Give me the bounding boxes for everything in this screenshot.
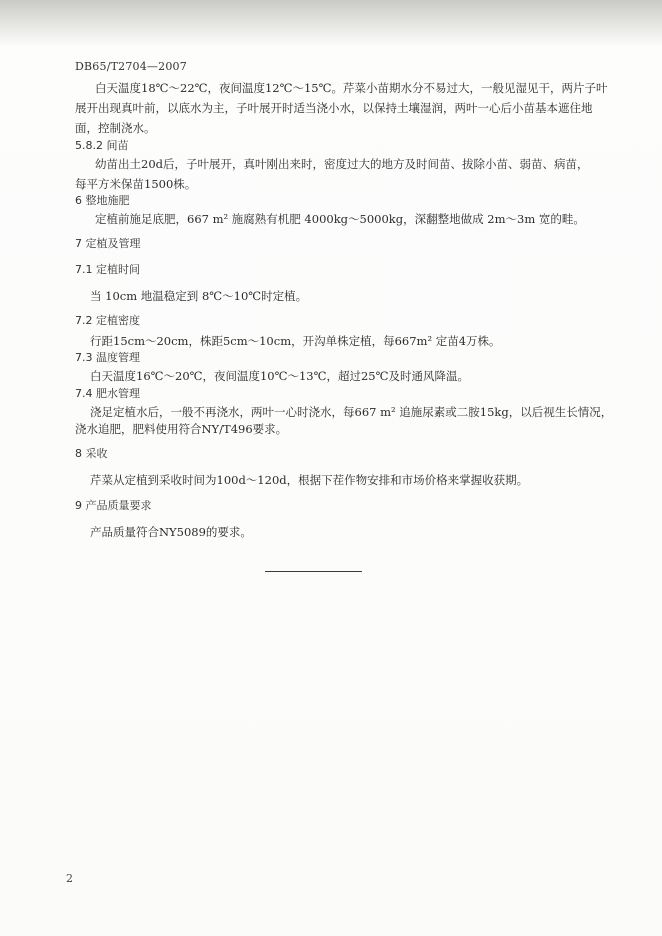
- paragraph-line: 幼苗出土20d后，子叶展开，真叶刚出来时，密度过大的地方及时间苗、拔除小苗、弱苗、病苗，: [95, 157, 589, 171]
- standard-code-header: DB65/T2704—2007: [75, 60, 187, 73]
- paragraph-line: 每平方米保苗1500株。: [75, 177, 197, 191]
- paragraph-line: 白天温度18℃～22℃，夜间温度12℃～15℃。芹菜小苗期水分不易过大，一般见湿见干，两片子叶: [95, 81, 608, 95]
- section-heading-8: 8 采收: [75, 447, 108, 460]
- page-number: 2: [66, 872, 73, 885]
- end-of-document-rule: [265, 571, 362, 572]
- paragraph-line: 行距15cm～20cm，株距5cm～10cm，开沟单株定植，每667m² 定苗4万株。: [90, 334, 501, 348]
- paragraph-line: 白天温度16℃～20℃，夜间温度10℃～13℃，超过25℃及时通风降温。: [90, 369, 469, 383]
- section-heading-7-3: 7.3 温度管理: [75, 351, 140, 364]
- section-heading-6: 6 整地施肥: [75, 194, 130, 207]
- paragraph-line: 芹菜从定植到采收时间为100d～120d，根据下茬作物安排和市场价格来掌握收获期。: [90, 473, 529, 487]
- paragraph-line: 浇水追肥，肥料使用符合NY/T496要求。: [75, 422, 288, 436]
- section-heading-7-4: 7.4 肥水管理: [75, 387, 140, 400]
- section-heading-7: 7 定植及管理: [75, 237, 141, 250]
- section-heading-7-1: 7.1 定植时间: [75, 263, 140, 276]
- section-heading-7-2: 7.2 定植密度: [75, 314, 140, 327]
- section-heading-5-8-2: 5.8.2 间苗: [75, 139, 129, 152]
- paragraph-line: 展开出现真叶前，以底水为主，子叶展开时适当浇小水，以保持土壤湿润，两叶一心后小苗基本遮住地: [75, 101, 593, 115]
- paragraph-line: 当 10cm 地温稳定到 8℃～10℃时定植。: [90, 289, 308, 303]
- paragraph-line: 浇足定植水后，一般不再浇水，两叶一心时浇水，每667 m² 追施尿素或二胺15kg，以后视生长情况，: [90, 405, 613, 419]
- paragraph-line: 产品质量符合NY5089的要求。: [90, 525, 252, 539]
- paragraph-line: 面，控制浇水。: [75, 121, 156, 135]
- paragraph-line: 定植前施足底肥，667 m² 施腐熟有机肥 4000kg～5000kg，深翻整地做成 2m～3m 宽的畦。: [95, 212, 585, 226]
- scan-shadow-band: [0, 0, 662, 46]
- section-heading-9: 9 产品质量要求: [75, 499, 152, 512]
